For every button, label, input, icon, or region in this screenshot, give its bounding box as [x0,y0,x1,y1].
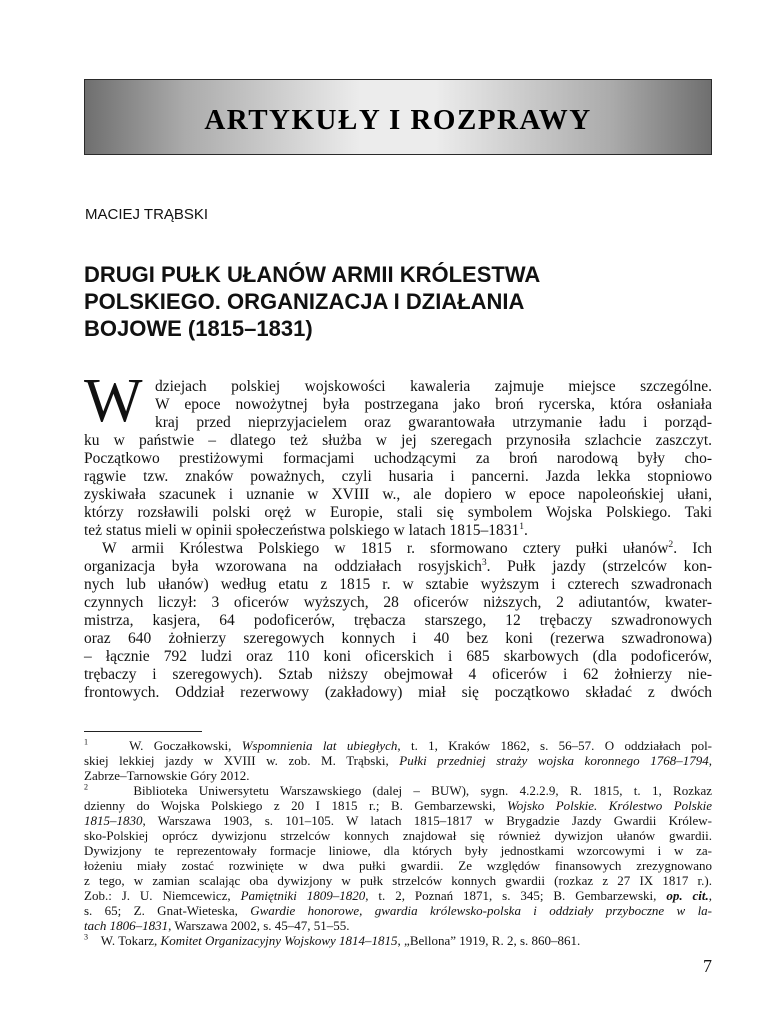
body-line [102,540,712,558]
drop-cap: W [84,367,143,435]
footnote-text: , Warszawa 1903, s. 101–105. W latach 1815–1817 w Brygadzie Jazdy Gwardii Królew- [142,813,712,828]
footnote-number: 2 [84,782,89,792]
footnote-ref: 2 [668,538,674,550]
footnote-line [84,753,712,768]
footnote-text: , t. 1, Kraków 1862, s. 56–57. O oddziałach pol- [397,738,713,753]
body-line: czynnych liczył: 3 oficerów wyższych, 28 oficerów niższych, 2 adiutantów, kwater- [84,594,712,611]
footnote-text: , t. 2, Poznań 1871, s. 345; B. Gembarzewski, [365,888,667,903]
body-line-text: organizacja była wzorowana na oddziałach rosyjskich [84,558,482,575]
footnote-line [84,903,712,918]
body-line: mistrza, kasjera, 64 podoficerów, trębacza starszego, 12 trębaczy szwadronowych [84,612,712,629]
section-banner [84,79,712,155]
body-line: trębaczy i szeregowych). Sztab niższy obejmował 4 oficerów i 62 żołnierzy nie- [84,666,712,683]
footnote-line [84,783,712,798]
footnote-text: W. Goczałkowski, [129,738,242,753]
body-line: nych lub ułanów) według etatu z 1815 r. w sztabie wyższym i czterech szwadronach [84,576,712,593]
footnote-text: , Warszawa 2002, s. 45–47, 51–55. [168,918,350,933]
section-banner-title: ARTYKUŁY I ROZPRAWY [204,104,592,136]
body-line: oraz 640 żołnierzy szeregowych konnych i 40 bez koni (rezerwa szwadronowa) [84,630,712,647]
footnote-text: , [708,888,712,903]
footnote-text: Zob.: J. U. Niemcewicz, [84,888,241,903]
footnote-line: łożeniu miały zostać rozwinięte w dwa pułki gwardii. Ze względów finansowych zrezygnowano [84,858,712,873]
body-line [84,558,712,576]
footnote-title: Pamiętniki 1809–1820 [240,888,366,903]
footnote-text: Biblioteka Uniwersytetu Warszawskiego (dalej – BUW), sygn. 4.2.2.9, R. 1815, t. 1, Rozkaz [133,783,713,798]
body-line-text: . Pułk jazdy (strzelców kon- [486,558,712,575]
body-line: dziejach polskiej wojskowości kawaleria zajmuje miejsce szczególne. [155,378,712,395]
footnote-title: Wojsko Polskie. Królestwo Polskie [507,798,712,813]
footnote-line [84,798,712,813]
footnote-line [84,933,712,948]
footnote-text: s. 65; Z. Gnat-Wieteska, [84,903,251,918]
body-line: też status mieli w opinii społeczeństwa polskiego w latach 1815–1831$^1$. [84,520,528,539]
body-line: Początkowo prestiżowymi formacjami uchodzącymi za broń narodową były cho- [84,450,712,467]
footnote-text: , „Bellona” 1919, R. 2, s. 860–861. [397,933,581,948]
body-line-text: W armii Królestwa Polskiego w 1815 r. sformowano cztery pułki ułanów [102,540,669,557]
page-number: 7 [703,956,712,976]
footnote-title: tach 1806–1831 [84,918,169,933]
body-line-text: też status mieli w opinii społeczeństwa polskiego w latach 1815–1831 [84,522,520,539]
footnote-line [84,738,712,753]
footnote-line [84,813,712,828]
footnote-title: Gwardie honorowe, gwardia królewsko-polska i oddziały przyboczne w la- [250,903,713,918]
footnote-ref: 3 [481,556,487,568]
footnote-line: Dywizjony te reprezentowały formacje liniowe, dla których były jednostkami wzorcowymi i w za- [84,843,712,858]
article-title-line: BOJOWE (1815–1831) [84,316,313,341]
footnote-text: dzienny do Wojska Polskiego z 20 I 1815 r.; B. Gembarzewski, [84,798,508,813]
footnote-separator [84,731,202,732]
body-line: zyskiwała szacunek i uznanie w XVIII w., ale dopiero w epoce napoleońskiej ułani, [84,486,712,503]
footnote-text: W. Tokarz, [100,933,161,948]
footnote-line: z tego, w zamian scalając oba dywizjony w pułk strzelców konnych gwardii (rozkaz z 27 IX 1817 r.). [84,873,712,888]
body-line: – łącznie 792 ludzi oraz 110 koni oficerskich i 685 skarbowych (dla podoficerów, [84,648,712,665]
footnote-ref: 1 [519,520,525,532]
footnote-text: skiej lekkiej jazdy w XVIII w. zob. M. Trąbski, [84,753,400,768]
body-line: frontowych. Oddział rezerwowy (zakładowy) miał się początkowo składać z dwóch [84,684,712,701]
body-line-text: . Ich [673,540,712,557]
author-name: MACIEJ TRĄBSKI [85,206,209,223]
footnote-text: , [708,753,712,768]
article-title-line: POLSKIEGO. ORGANIZACJA I DZIAŁANIA [84,289,525,314]
footnote-number: 3 [84,932,89,942]
footnote-line: Zabrze–Tarnowskie Góry 2012. [84,768,250,783]
body-line: którzy rozsławili polski oręż w Europie, stali się symbolem Wojska Polskiego. Taki [84,504,712,521]
article-title-line: DRUGI PUŁK UŁANÓW ARMII KRÓLESTWA [84,262,541,287]
footnote-title: op. cit. [666,888,709,903]
footnote-line: sko-Polskiej oprócz dywizjonu strzelców konnych znajdował się również dywizjon ułanów gwardii. [84,828,712,843]
footnote-title: Komitet Organizacyjny Wojskowy 1814–1815 [160,933,398,948]
footnote-number: 1 [84,737,89,747]
body-line: rągwie tzw. znaków poważnych, czyli husaria i pancerni. Jazda lekka stopniowo [84,468,712,485]
footnote-line [84,888,712,903]
footnote-line [84,918,712,933]
body-line: kraj przed nieprzyjacielem oraz gwarantowała utrzymanie ładu i porząd- [155,414,712,431]
footnote-title: 1815–1830 [84,813,143,828]
footnote-title: Pułki przedniej straży wojska koronnego 1768–1794 [399,753,709,768]
footnote-title: Wspomnienia lat ubiegłych [241,738,398,753]
body-line: W epoce nowożytnej była postrzegana jako broń rycerska, która osłaniała [155,396,712,413]
body-line: ku w państwie – dlatego też służba w jej szeregach przynosiła szlachcie zaszczyt. [84,432,712,449]
